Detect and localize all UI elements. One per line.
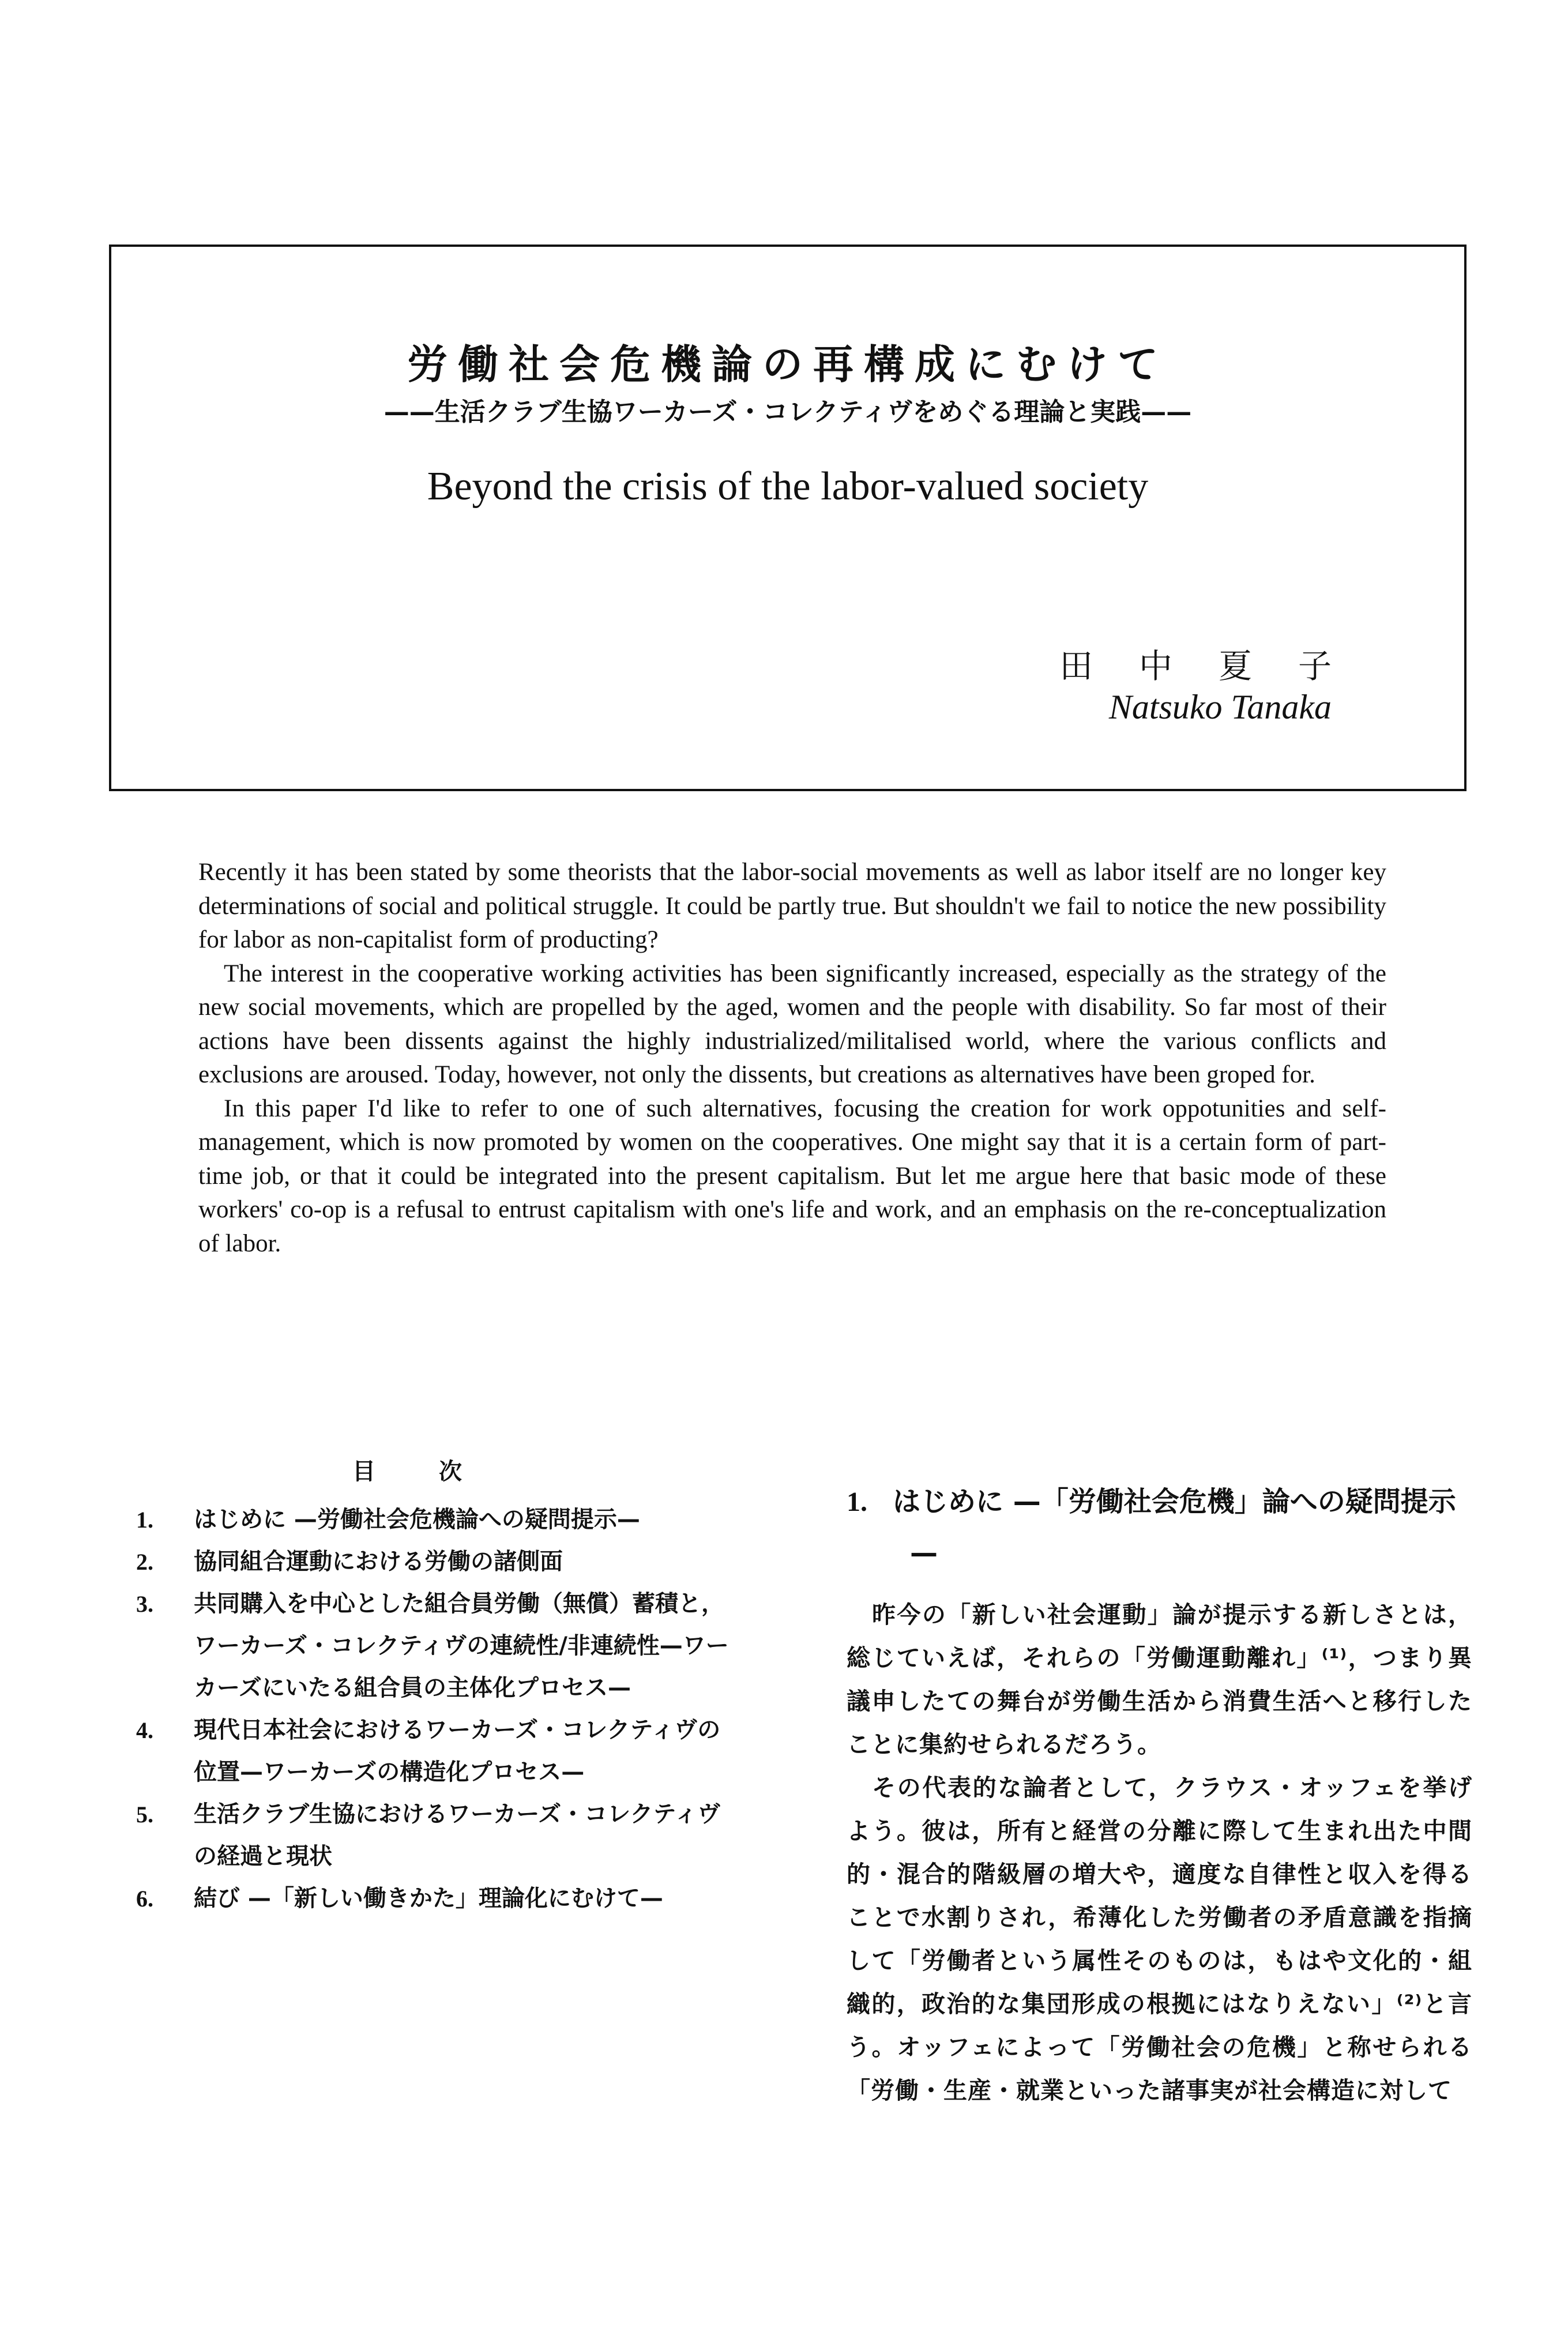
subtitle-jp: ——生活クラブ生協ワーカーズ・コレクティヴをめぐる理論と実践—— <box>383 397 1192 427</box>
section-heading <box>847 1476 1472 1578</box>
table-of-contents <box>136 1453 742 1920</box>
toc-item <box>136 1878 742 1920</box>
toc-item <box>136 1541 742 1583</box>
toc-text: 生活クラブ生協におけるワーカーズ・コレクティヴの経過と現状 <box>194 1801 721 1870</box>
toc-text: 現代日本社会におけるワーカーズ・コレクティヴの位置—ワーカーズの構造化プロセス— <box>194 1717 721 1785</box>
section-1 <box>847 1476 1472 2112</box>
author-en: Natsuko Tanaka <box>1108 688 1332 726</box>
title-box <box>109 245 1467 791</box>
title-jp: 労働社会危機論の再構成にむけて <box>407 341 1168 388</box>
abstract-paragraph: The interest in the cooperative working activities has been significantly increased, especially as the strategy of the new social movements, which are propelled by the aged, women and the people with disability. So far most of their actions have been dissents against the highly industrialized/militalised world, where the various conflicts and exclusions are aroused. Today, however, not only the dissents, but creations as alternatives have been groped for. <box>198 960 1386 1088</box>
section-title: はじめに —「労働社会危機」論への疑問提示— <box>893 1485 1456 1569</box>
abstract-paragraph: Recently it has been stated by some theorists that the labor-social movements as well as labor itself are no longer key determinations of social and political struggle. It could be partly true. But shouldn't we fail to notice the new possibility for labor as non-capitalist form of producting? <box>198 859 1386 953</box>
toc-num: 2. <box>136 1549 153 1575</box>
toc-num: 1. <box>136 1507 153 1533</box>
body-paragraph: その代表的な論者として，クラウス・オッフェを挙げよう。彼は，所有と経営の分離に際して生まれ出た中間的・混合的階級層の増大や，適度な自律性と収入を得ることで水割りされ，希薄化した労働者の矛盾意識を指摘して「労働者という属性そのものは，もはや文化的・組織的，政治的な集団形成の根拠にはなりえない」⁽²⁾と言う。オッフェによって「労働社会の危機」と称せられる「労働・生産・就業といった諸事実が社会構造に対して <box>847 1774 1472 2104</box>
abstract-paragraph: In this paper I'd like to refer to one of such alternatives, focusing the creation for work oppotunities and self-management, which is now promoted by women on the cooperatives. One might say that it is a certain form of part-time job, or that it could be integrated into the present capitalism. But let me argue here that basic mode of these workers' co-op is a refusal to entrust capitalism with one's life and work, and an emphasis on the re-conceptualization of labor. <box>198 1095 1386 1257</box>
toc-text: 共同購入を中心とした組合員労働（無償）蓄積と，ワーカーズ・コレクティヴの連続性/非連続性—ワーカーズにいたる組合員の主体化プロセス— <box>194 1590 729 1701</box>
toc-num: 4. <box>136 1717 153 1743</box>
body-paragraph: 昨今の「新しい社会運動」論が提示する新しさとは，総じていえば，それらの「労働運動離れ」⁽¹⁾，つまり異議申したての舞台が労働生活から消費生活へと移行したことに集約せられるだろう。 <box>847 1601 1472 1758</box>
section-number: 1. <box>847 1487 867 1517</box>
toc-num: 5. <box>136 1802 153 1827</box>
toc-num: 3. <box>136 1591 153 1617</box>
toc-item <box>136 1583 742 1709</box>
abstract <box>198 856 1386 1261</box>
author-jp: 田中夏子 <box>1059 646 1378 686</box>
toc-item <box>136 1499 742 1541</box>
title-en: Beyond the crisis of the labor-valued society <box>427 464 1149 509</box>
toc-item <box>136 1793 742 1878</box>
toc-title: 目次 <box>352 1458 525 1485</box>
toc-text: はじめに —労働社会危機論への疑問提示— <box>194 1506 640 1533</box>
toc-text: 協同組合運動における労働の諸側面 <box>194 1548 563 1575</box>
toc-num: 6. <box>136 1886 153 1912</box>
section-body <box>847 1593 1472 2112</box>
toc-text: 結び —「新しい働きかた」理論化にむけて— <box>194 1885 663 1912</box>
toc-item <box>136 1709 742 1793</box>
